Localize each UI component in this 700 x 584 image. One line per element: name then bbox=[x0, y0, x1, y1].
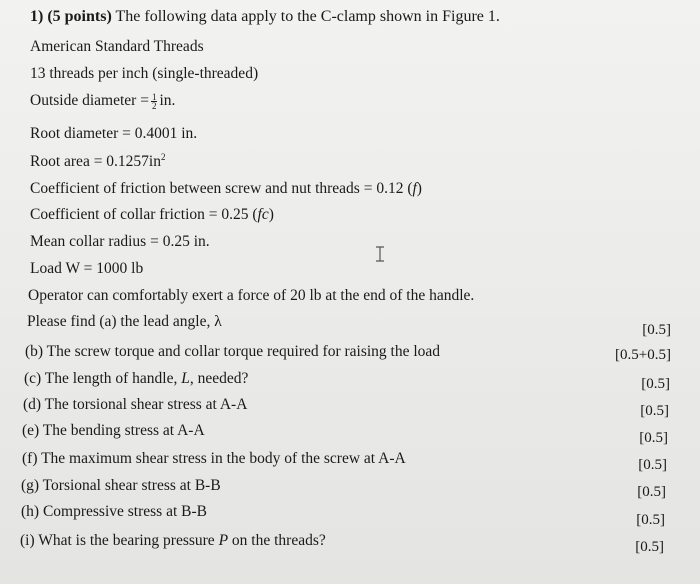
problem-number: 1) bbox=[30, 8, 44, 25]
od-numerator: 1 bbox=[151, 91, 157, 102]
points-i: [0.5] bbox=[635, 539, 664, 555]
points-a: [0.5] bbox=[642, 322, 671, 338]
threads-line: American Standard Threads bbox=[30, 38, 204, 55]
question-f: (f) The maximum shear stress in the body of the screw at A-A bbox=[22, 450, 406, 467]
question-i-pre: (i) What is the bearing pressure bbox=[20, 532, 219, 549]
question-a: Please find (a) the lead angle, λ bbox=[27, 313, 222, 330]
od-label: Outside diameter = bbox=[30, 92, 149, 109]
friction-collar-text: Coefficient of collar friction = 0.25 ( bbox=[30, 206, 258, 223]
operator-line: Operator can comfortably exert a force of 20 lb at the end of the handle. bbox=[28, 287, 475, 304]
points-g: [0.5] bbox=[637, 484, 666, 500]
problem-header bbox=[30, 8, 500, 26]
question-c bbox=[24, 370, 248, 388]
question-g: (g) Torsional shear stress at B-B bbox=[21, 477, 221, 494]
points-e: [0.5] bbox=[639, 430, 668, 446]
question-i-post: on the threads? bbox=[228, 532, 326, 549]
od-fraction bbox=[151, 93, 158, 110]
question-h: (h) Compressive stress at B-B bbox=[21, 503, 207, 520]
root-area-exponent: 2 bbox=[161, 152, 166, 162]
root-diameter-line: Root diameter = 0.4001 in. bbox=[30, 125, 198, 142]
friction-collar-symbol: fc bbox=[257, 206, 269, 223]
problem-intro: The following data apply to the C-clamp shown in Figure 1. bbox=[115, 8, 500, 25]
friction-collar-line bbox=[30, 206, 274, 224]
text-cursor-icon bbox=[375, 246, 385, 262]
question-i bbox=[20, 532, 326, 550]
question-c-pre: (c) The length of handle, bbox=[24, 370, 182, 387]
question-b: (b) The screw torque and collar torque required for raising the load bbox=[25, 343, 441, 360]
collar-radius-line: Mean collar radius = 0.25 in. bbox=[30, 233, 210, 250]
friction-thread-line bbox=[30, 180, 422, 198]
points-d: [0.5] bbox=[640, 403, 669, 419]
root-area-text: Root area = 0.1257in bbox=[30, 153, 161, 171]
friction-thread-symbol: f bbox=[412, 180, 417, 197]
question-c-symbol: L bbox=[181, 370, 190, 387]
od-denominator: 2 bbox=[151, 100, 157, 111]
friction-thread-close: ) bbox=[416, 180, 422, 197]
outside-diameter-line bbox=[30, 92, 175, 110]
tpi-line: 13 threads per inch (single-threaded) bbox=[30, 65, 259, 82]
points-c: [0.5] bbox=[641, 376, 670, 392]
od-unit: in. bbox=[159, 92, 176, 109]
root-area-line bbox=[30, 152, 166, 171]
friction-thread-text: Coefficient of friction between screw and nut threads = 0.12 ( bbox=[30, 180, 413, 197]
points-h: [0.5] bbox=[636, 512, 665, 528]
question-e: (e) The bending stress at A-A bbox=[22, 422, 205, 439]
friction-collar-close: ) bbox=[268, 206, 274, 223]
question-i-symbol: P bbox=[218, 532, 229, 549]
problem-points: (5 points) bbox=[47, 8, 112, 25]
load-line: Load W = 1000 lb bbox=[30, 260, 144, 277]
question-c-post: , needed? bbox=[189, 370, 249, 387]
points-b: [0.5+0.5] bbox=[615, 347, 671, 363]
points-f: [0.5] bbox=[638, 457, 667, 473]
question-d: (d) The torsional shear stress at A-A bbox=[23, 396, 248, 413]
